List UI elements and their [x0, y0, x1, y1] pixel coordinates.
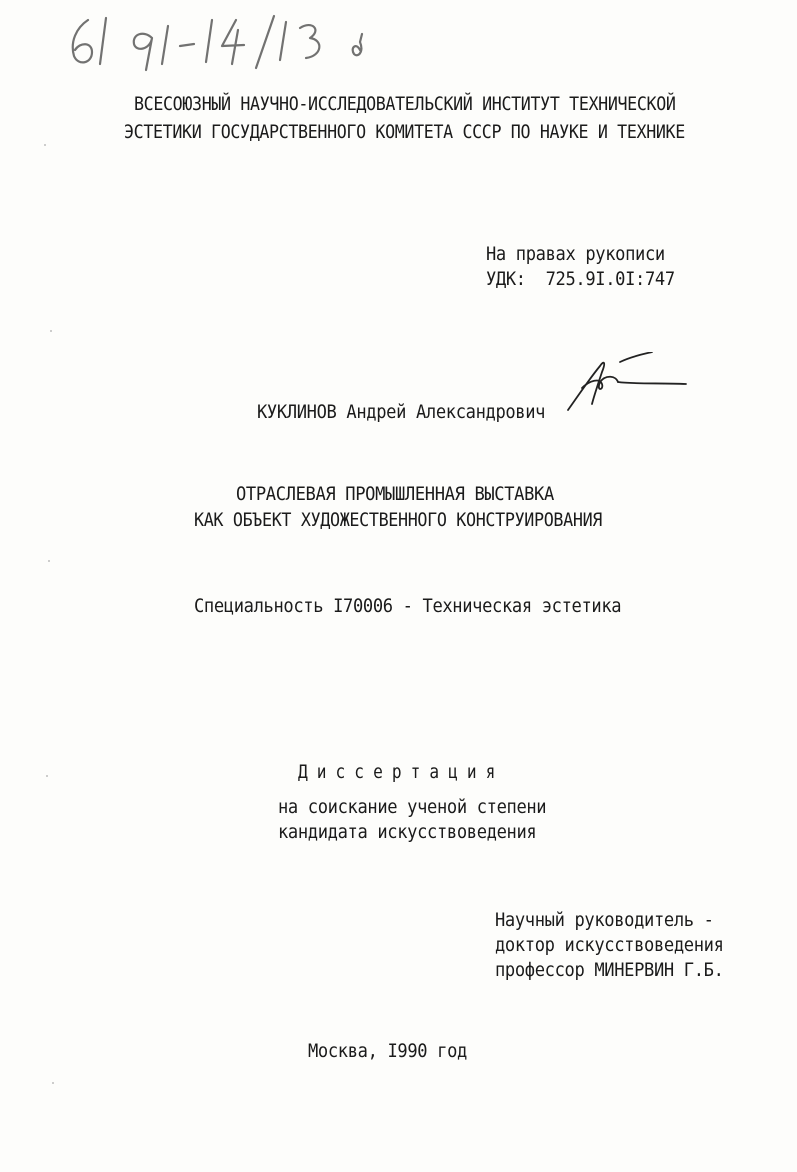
specialty: Специальность I70006 - Техническая эстетика [194, 595, 622, 617]
scan-speck [46, 775, 48, 777]
scan-speck [48, 560, 50, 562]
institute-name-line-2: ЭСТЕТИКИ ГОСУДАРСТВЕННОГО КОМИТЕТА СССР ПО НАУКЕ И ТЕХНИКЕ [124, 121, 685, 143]
supervisor-line-2: доктор искусствоведения [495, 934, 724, 956]
supervisor-line-3: профессор МИНЕРВИН Г.Б. [495, 959, 724, 981]
udc-code: УДК: 725.9I.0I:747 [486, 268, 675, 290]
scan-speck [44, 144, 46, 146]
institute-name-line-1: ВСЕСОЮЗНЫЙ НАУЧНО-ИССЛЕДОВАТЕЛЬСКИЙ ИНСТИТУТ ТЕХНИЧЕСКОЙ [134, 93, 676, 115]
handwritten-archive-number [60, 12, 400, 72]
dissertation-title-line-1: ОТРАСЛЕВАЯ ПРОМЫШЛЕННАЯ ВЫСТАВКА [236, 483, 555, 505]
dissertation-title-line-2: КАК ОБЪЕКТ ХУДОЖЕСТВЕННОГО КОНСТРУИРОВАНИЯ [194, 509, 603, 531]
degree-line-2: кандидата искусствоведения [278, 821, 537, 843]
dissertation-heading: Д и с с е р т а ц и я [298, 761, 496, 783]
author-name: КУКЛИНОВ Андрей Александрович [257, 401, 546, 423]
supervisor-line-1: Научный руководитель - [495, 909, 714, 931]
manuscript-rights-note: На правах рукописи [486, 243, 665, 265]
scan-speck [52, 1082, 54, 1084]
degree-line-1: на соискание ученой степени [278, 796, 547, 818]
author-signature [560, 352, 690, 416]
scan-speck [50, 330, 52, 332]
city-year: Москва, I990 год [308, 1040, 468, 1062]
